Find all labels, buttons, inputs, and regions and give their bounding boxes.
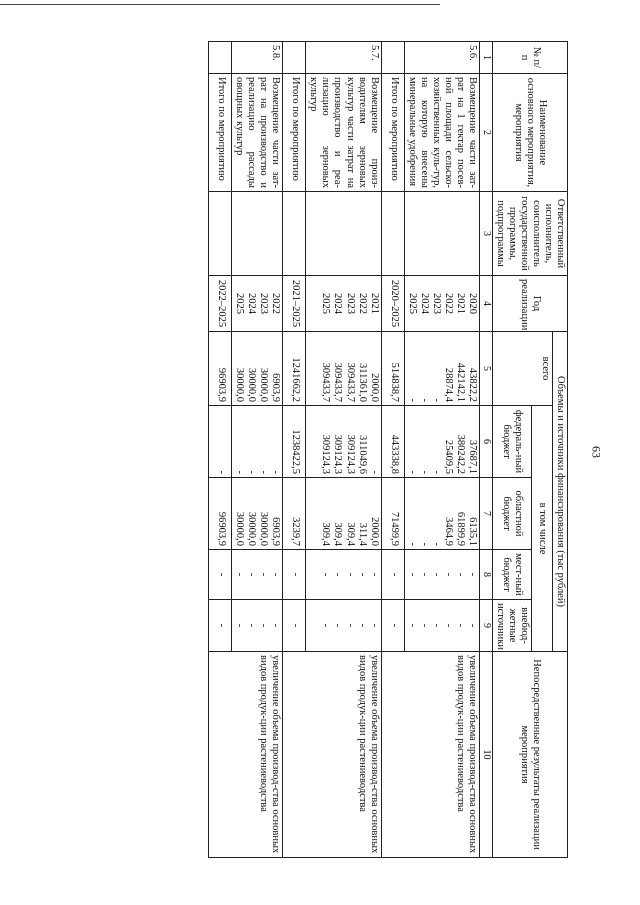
local-value: - bbox=[332, 572, 344, 577]
measure-regional bbox=[232, 478, 283, 550]
regional-value: 6135,1 bbox=[467, 517, 479, 546]
header-result: Непосредственные результаты реализации мероприятия bbox=[492, 652, 567, 858]
measure-external bbox=[404, 600, 479, 652]
column-number: 9 bbox=[480, 600, 493, 652]
total-label: Итого по мероприятию bbox=[381, 74, 404, 192]
measure-number: 5.8. bbox=[232, 42, 283, 74]
measure-regional bbox=[306, 478, 381, 550]
total-value: - bbox=[283, 600, 306, 652]
federal-value: - bbox=[406, 470, 418, 474]
header-regional: областной бюджет bbox=[492, 478, 531, 550]
measure-result: увеличение объема производ-ства основных видов продук-ции растениеводства bbox=[283, 652, 381, 858]
total-value: - bbox=[283, 550, 306, 600]
measure-regional bbox=[404, 478, 479, 550]
header-executor: Ответственный исполнитель, соисполнитель государственной программы, подпрограммы bbox=[492, 192, 567, 276]
total-value: 30000,0 bbox=[234, 367, 246, 402]
total-label: Итого по мероприятию bbox=[208, 74, 231, 192]
total-value: 71499,9 bbox=[381, 478, 404, 550]
total-label: Итого по мероприятию bbox=[283, 74, 306, 192]
total-value: 514838,7 bbox=[381, 332, 404, 406]
total-value: 442142,1 bbox=[455, 362, 467, 402]
total-value: 443338,8 bbox=[381, 406, 404, 478]
column-number: 4 bbox=[480, 276, 493, 332]
local-value: - bbox=[344, 572, 356, 577]
year-value: 2024 bbox=[418, 293, 430, 314]
column-number: 10 bbox=[480, 652, 493, 858]
regional-value: 30000,0 bbox=[246, 511, 258, 546]
measure-result: увеличение объема производ-ства основных видов продук-ции растениеводства bbox=[208, 652, 282, 858]
rotated-table-wrapper bbox=[0, 41, 568, 857]
header-row-1 bbox=[552, 42, 567, 858]
total-blank bbox=[283, 42, 306, 74]
local-value: - bbox=[430, 572, 442, 577]
measure-executor bbox=[232, 192, 283, 276]
external-value: - bbox=[467, 623, 479, 628]
header-total: всего bbox=[492, 332, 552, 406]
year-value: 2023 bbox=[344, 293, 356, 314]
total-blank bbox=[381, 42, 404, 74]
external-value: - bbox=[443, 623, 454, 628]
header-federal: федераль-ный бюджет bbox=[492, 406, 531, 478]
measure-row bbox=[232, 42, 283, 858]
external-value: - bbox=[246, 623, 258, 628]
header-name: Наименование основного мероприятия, мероприятия bbox=[492, 74, 567, 192]
regional-value: 61899,9 bbox=[455, 511, 467, 546]
measure-name: Возмещение произ-водителям зерновых культур части затрат на производство и реа-лизацию зерновых культур bbox=[306, 74, 381, 192]
regional-value: - bbox=[430, 542, 442, 546]
total-blank bbox=[208, 192, 231, 276]
total-value: 309433,7 bbox=[332, 362, 344, 402]
header-year: Год реализации bbox=[492, 276, 567, 332]
local-value: - bbox=[246, 572, 258, 577]
federal-value: 311049,6 bbox=[356, 435, 368, 474]
measure-federal bbox=[232, 406, 283, 478]
regional-value: 309,4 bbox=[320, 522, 332, 546]
regional-value: - bbox=[418, 542, 430, 546]
year-value: 2022 bbox=[443, 293, 454, 314]
year-value: 2024 bbox=[332, 293, 344, 314]
measure-number: 5.6. bbox=[404, 42, 479, 74]
column-number: 6 bbox=[480, 406, 493, 478]
total-value: - bbox=[208, 600, 231, 652]
local-value: - bbox=[467, 572, 479, 577]
measure-name: Возмещение части зат-рат на 1 гектар посев-ной площади сельско-хозяйственных куль-тур, на которую внесены минеральные удобрения bbox=[404, 74, 479, 192]
regional-value: 30000,0 bbox=[234, 511, 246, 546]
measure-total bbox=[232, 332, 283, 406]
measure-external bbox=[232, 600, 283, 652]
header-including: в том числе bbox=[531, 406, 552, 652]
column-number: 5 bbox=[480, 332, 493, 406]
total-years: 2021–2025 bbox=[283, 276, 306, 332]
measure-total bbox=[404, 332, 479, 406]
total-value: 30000,0 bbox=[258, 367, 270, 402]
measure-local bbox=[232, 550, 283, 600]
measure-years bbox=[306, 276, 381, 332]
measure-years bbox=[404, 276, 479, 332]
measure-federal bbox=[306, 406, 381, 478]
total-value: 309433,7 bbox=[344, 362, 356, 402]
regional-value: 30000,0 bbox=[258, 511, 270, 546]
measure-total bbox=[306, 332, 381, 406]
total-value: 309433,7 bbox=[320, 362, 332, 402]
column-number: 8 bbox=[480, 550, 493, 600]
total-value: 6903,9 bbox=[270, 373, 282, 402]
column-number: 3 bbox=[480, 192, 493, 276]
local-value: - bbox=[258, 572, 270, 577]
measure-executor bbox=[306, 192, 381, 276]
external-value: - bbox=[332, 623, 344, 628]
regional-value: - bbox=[406, 542, 418, 546]
external-value: - bbox=[430, 623, 442, 628]
regional-value: 6903,9 bbox=[270, 517, 282, 546]
measure-local bbox=[306, 550, 381, 600]
total-value: - bbox=[208, 406, 231, 478]
federal-value: - bbox=[430, 470, 442, 474]
header-external: внебюд-жетные источники bbox=[492, 600, 531, 652]
total-value: 30000,0 bbox=[246, 367, 258, 402]
total-value: 2000,0 bbox=[368, 373, 380, 402]
total-value: - bbox=[430, 398, 442, 402]
external-value: - bbox=[368, 623, 380, 628]
total-value: 43822,2 bbox=[467, 367, 479, 402]
federal-value: - bbox=[270, 470, 282, 474]
year-value: 2025 bbox=[234, 293, 246, 314]
local-value: - bbox=[455, 572, 467, 577]
year-value: 2024 bbox=[246, 293, 258, 314]
regional-value: 311,4 bbox=[356, 522, 368, 546]
total-value: 1238422,5 bbox=[283, 406, 306, 478]
federal-value: - bbox=[258, 470, 270, 474]
total-blank bbox=[208, 42, 231, 74]
external-value: - bbox=[344, 623, 356, 628]
page-number: 63 bbox=[589, 446, 604, 458]
total-value: - bbox=[381, 550, 404, 600]
column-number: 7 bbox=[480, 478, 493, 550]
funding-table bbox=[208, 41, 568, 858]
external-value: - bbox=[258, 623, 270, 628]
federal-value: 380242,2 bbox=[455, 434, 467, 474]
measure-number: 5.7. bbox=[306, 42, 381, 74]
local-value: - bbox=[418, 572, 430, 577]
total-value: 96903,9 bbox=[208, 478, 231, 550]
total-blank bbox=[381, 192, 404, 276]
year-value: 2023 bbox=[258, 293, 270, 314]
measure-external bbox=[306, 600, 381, 652]
header-funding: Объемы и источники финансирования (тыс рублей) bbox=[552, 332, 567, 652]
regional-value: 2000,0 bbox=[368, 517, 380, 546]
total-years: 2022–2025 bbox=[208, 276, 231, 332]
total-value: 28874,4 bbox=[443, 367, 454, 402]
total-value: 311361,0 bbox=[356, 363, 368, 402]
federal-value: 309124,3 bbox=[344, 434, 356, 474]
year-value: 2020 bbox=[467, 293, 479, 314]
total-value: 3239,7 bbox=[283, 478, 306, 550]
external-value: - bbox=[418, 623, 430, 628]
measure-local bbox=[404, 550, 479, 600]
federal-value: 25409,5 bbox=[443, 439, 454, 474]
federal-value: - bbox=[368, 470, 380, 474]
federal-value: 309124,3 bbox=[320, 434, 332, 474]
total-value: - bbox=[208, 550, 231, 600]
external-value: - bbox=[320, 623, 332, 628]
total-years: 2020–2025 bbox=[381, 276, 404, 332]
top-rule bbox=[0, 4, 440, 5]
external-value: - bbox=[406, 623, 418, 628]
external-value: - bbox=[234, 623, 246, 628]
total-value: - bbox=[381, 600, 404, 652]
external-value: - bbox=[455, 623, 467, 628]
federal-value: - bbox=[246, 470, 258, 474]
column-number: 1 bbox=[480, 42, 493, 74]
total-blank bbox=[283, 192, 306, 276]
measure-years bbox=[232, 276, 283, 332]
measure-row bbox=[306, 42, 381, 858]
year-value: 2022 bbox=[356, 293, 368, 314]
local-value: - bbox=[443, 572, 454, 577]
federal-value: 309124,3 bbox=[332, 434, 344, 474]
external-value: - bbox=[270, 623, 282, 628]
measure-executor bbox=[404, 192, 479, 276]
local-value: - bbox=[270, 572, 282, 577]
year-value: 2021 bbox=[368, 293, 380, 314]
year-value: 2023 bbox=[430, 293, 442, 314]
column-numbers-row bbox=[480, 42, 493, 858]
local-value: - bbox=[356, 572, 368, 577]
local-value: - bbox=[368, 572, 380, 577]
measure-federal bbox=[404, 406, 479, 478]
local-value: - bbox=[406, 572, 418, 577]
year-value: 2021 bbox=[455, 293, 467, 314]
measure-result: увеличение объема производ-ства основных видов продук-ции растениеводства bbox=[381, 652, 479, 858]
measure-name: Возмещение части зат-рат на производство и реализацию рассады овощных культур bbox=[232, 74, 283, 192]
external-value: - bbox=[356, 623, 368, 628]
column-number: 2 bbox=[480, 74, 493, 192]
regional-value: 3464,9 bbox=[443, 517, 454, 546]
regional-value: 309,4 bbox=[344, 522, 356, 546]
year-value: 2025 bbox=[406, 293, 418, 314]
total-value: 96903,9 bbox=[208, 332, 231, 406]
federal-value: - bbox=[418, 470, 430, 474]
total-value: - bbox=[418, 398, 430, 402]
total-value: 1241662,2 bbox=[283, 332, 306, 406]
measure-row bbox=[404, 42, 479, 858]
header-local: мест-ный бюджет bbox=[492, 550, 531, 600]
header-num: № п/п bbox=[492, 42, 567, 74]
federal-value: 37687,1 bbox=[467, 439, 479, 474]
federal-value: - bbox=[234, 470, 246, 474]
local-value: - bbox=[234, 572, 246, 577]
year-value: 2025 bbox=[320, 293, 332, 314]
table-body bbox=[208, 42, 479, 858]
total-value: - bbox=[406, 398, 418, 402]
year-value: 2022 bbox=[270, 293, 282, 314]
local-value: - bbox=[320, 572, 332, 577]
regional-value: 309,4 bbox=[332, 522, 344, 546]
